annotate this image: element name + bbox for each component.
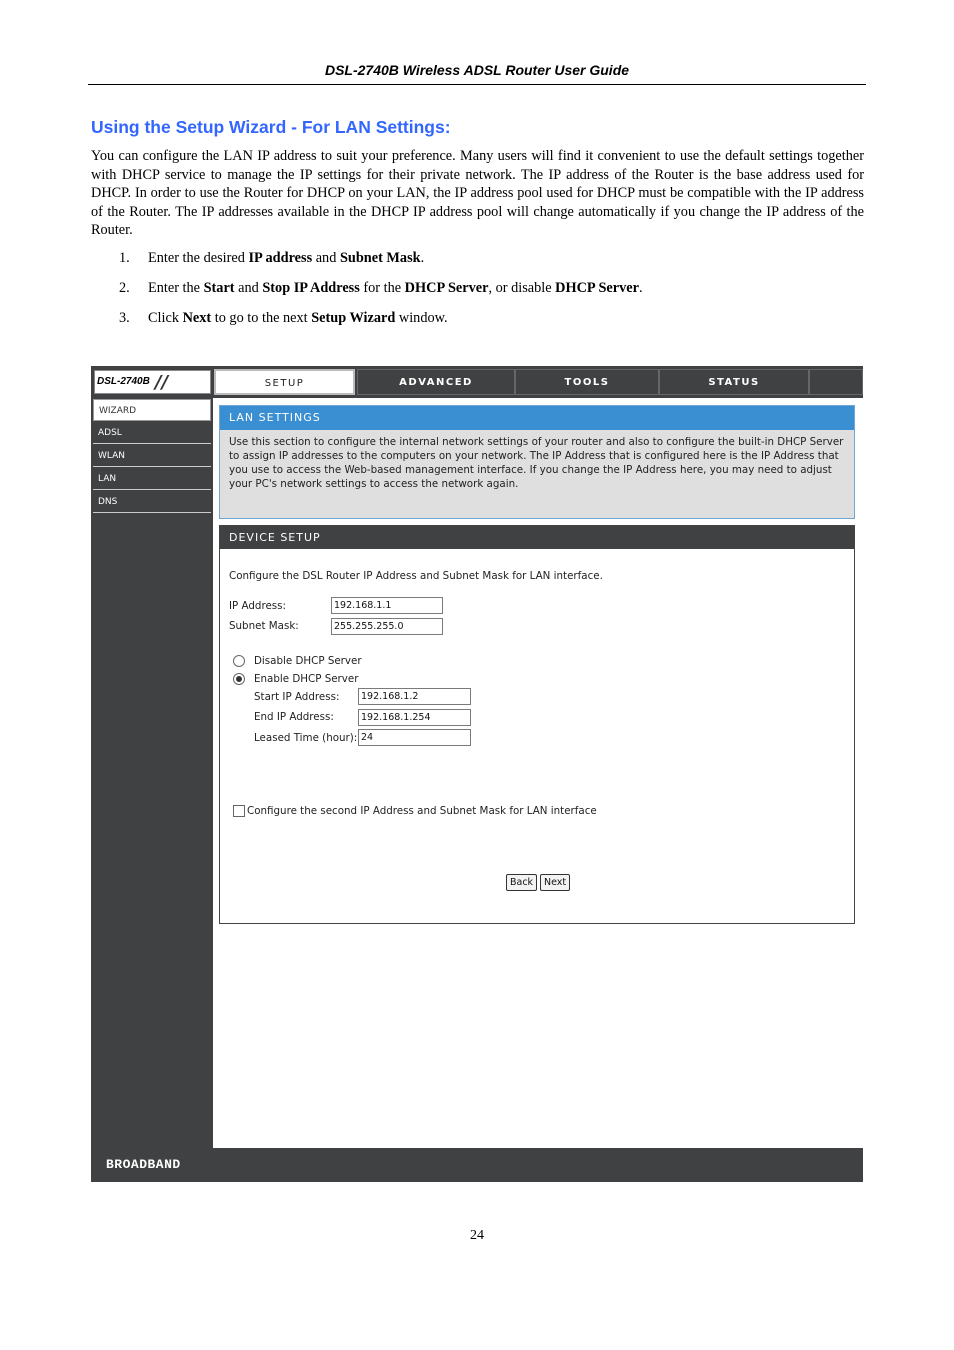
- logo-slash-icon: //: [155, 372, 169, 393]
- enable-dhcp-radio[interactable]: [233, 673, 245, 685]
- subnet-mask-label: Subnet Mask:: [229, 620, 299, 632]
- step-text: to go to the next: [211, 310, 312, 326]
- tab-status[interactable]: STATUS: [659, 369, 809, 395]
- nav-item-dns[interactable]: DNS: [93, 491, 211, 513]
- lan-settings-title: LAN SETTINGS: [220, 406, 854, 430]
- step-text: window.: [395, 310, 448, 326]
- step-text: and: [312, 250, 340, 266]
- step-number: 2.: [119, 280, 130, 296]
- ip-address-input[interactable]: 192.168.1.1: [331, 597, 443, 614]
- device-setup-title: DEVICE SETUP: [220, 526, 854, 549]
- second-ip-label: Configure the second IP Address and Subnet Mask for LAN interface: [247, 805, 597, 817]
- page-number: 24: [470, 1228, 484, 1243]
- step-emphasis: DHCP Server: [555, 280, 639, 296]
- step-emphasis: IP address: [248, 250, 313, 266]
- step-number: 3.: [119, 310, 130, 326]
- second-ip-checkbox[interactable]: [233, 805, 245, 817]
- nav-item-lan[interactable]: LAN: [93, 468, 211, 490]
- leased-time-label: Leased Time (hour):: [254, 732, 358, 744]
- end-ip-input[interactable]: 192.168.1.254: [358, 709, 471, 726]
- intro-paragraph: You can configure the LAN IP address to suit your preference. Many users will find it convenient to use the default settings together with DHCP service to manage the IP settings for their private network. The IP address of the Router is the base address used for DHCP. In order to use the Router for DHCP on your LAN, the IP address pool used for DHCP must be compatible with the IP address of the Router. The IP addresses available in the DHCP IP address pool will change automatically if you change the IP address of the Router.: [91, 148, 864, 239]
- ip-address-label: IP Address:: [229, 600, 286, 612]
- device-setup-panel: [219, 525, 855, 924]
- step-text: for the: [359, 280, 405, 296]
- step-3: [119, 310, 448, 327]
- step-2: [119, 280, 643, 297]
- step-1: [119, 250, 424, 267]
- step-emphasis: Setup Wizard: [311, 310, 396, 326]
- lan-settings-text: Use this section to configure the internal network settings of your router and also to configure the built-in DHCP Server to assign IP addresses to the computers on your network. The IP Address that is configured here is the IP Address that you use to access the Web-based management interface. If you change the IP Address here, you may need to adjust your PC's network settings to access the network again.: [229, 436, 844, 490]
- device-setup-description: Configure the DSL Router IP Address and Subnet Mask for LAN interface.: [229, 570, 603, 582]
- step-text: Enter the desired: [148, 250, 249, 266]
- left-nav: [93, 398, 211, 513]
- disable-dhcp-radio[interactable]: [233, 655, 245, 667]
- step-text: .: [420, 250, 425, 266]
- step-number: 1.: [119, 250, 130, 266]
- step-text: Enter the: [148, 280, 204, 296]
- step-emphasis: Stop IP Address: [262, 280, 360, 296]
- start-ip-input[interactable]: 192.168.1.2: [358, 688, 471, 705]
- end-ip-label: End IP Address:: [254, 711, 334, 723]
- step-text: , or disable: [488, 280, 556, 296]
- step-emphasis: Next: [182, 310, 212, 326]
- tab-setup[interactable]: SETUP: [214, 369, 355, 395]
- section-title: Using the Setup Wizard - For LAN Settings:: [91, 117, 451, 137]
- subnet-mask-input[interactable]: 255.255.255.0: [331, 618, 443, 635]
- tab-tools[interactable]: TOOLS: [515, 369, 659, 395]
- running-header: DSL-2740B Wireless ADSL Router User Guide: [324, 62, 630, 78]
- next-button[interactable]: Next: [540, 874, 570, 891]
- model-logo: [94, 370, 211, 394]
- step-emphasis: Start: [203, 280, 235, 296]
- tab-advanced[interactable]: ADVANCED: [357, 369, 515, 395]
- nav-item-wlan[interactable]: WLAN: [93, 445, 211, 467]
- enable-dhcp-label: Enable DHCP Server: [254, 673, 359, 685]
- nav-item-adsl[interactable]: ADSL: [93, 422, 211, 444]
- router-screenshot: [91, 366, 863, 1182]
- step-text: .: [638, 280, 643, 296]
- step-text: Click: [148, 310, 183, 326]
- tab-spacer: [809, 369, 863, 395]
- content-area: [213, 398, 863, 1148]
- footer-brand: BROADBAND: [106, 1157, 181, 1172]
- header-rule: [88, 84, 866, 85]
- nav-item-wizard[interactable]: WIZARD: [93, 399, 211, 421]
- top-bar: [91, 366, 863, 398]
- step-text: and: [234, 280, 263, 296]
- back-button[interactable]: Back: [506, 874, 537, 891]
- lan-settings-panel: [219, 405, 855, 519]
- step-emphasis: DHCP Server: [404, 280, 489, 296]
- footer-bar: [91, 1148, 863, 1182]
- model-label: DSL-2740B: [97, 376, 150, 387]
- leased-time-input[interactable]: 24: [358, 729, 471, 746]
- disable-dhcp-label: Disable DHCP Server: [254, 655, 362, 667]
- start-ip-label: Start IP Address:: [254, 691, 340, 703]
- step-emphasis: Subnet Mask: [339, 250, 421, 266]
